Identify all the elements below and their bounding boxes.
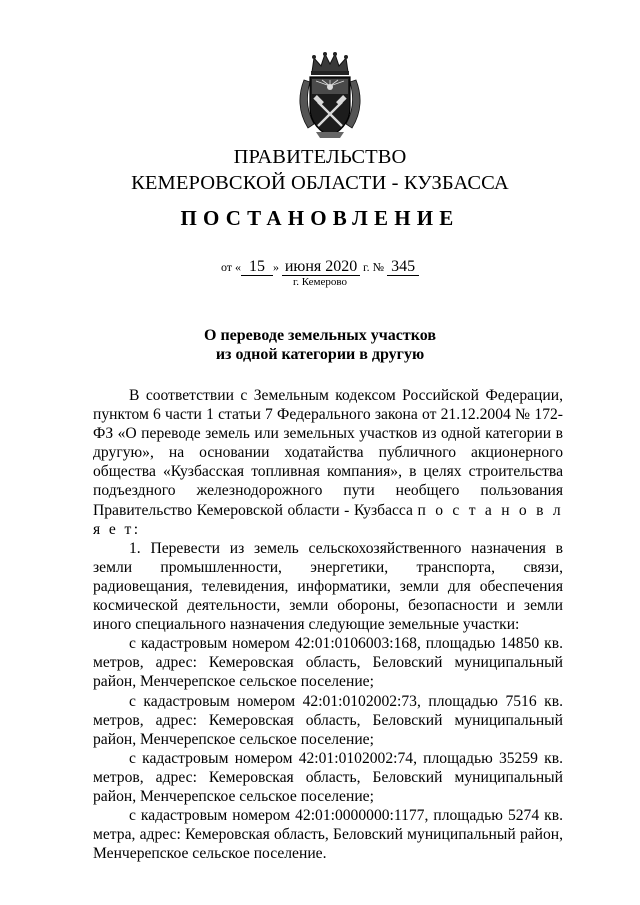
document-title-line1: О переводе земельных участков: [204, 327, 436, 344]
government-name: ПРАВИТЕЛЬСТВО: [233, 146, 407, 168]
decree-word: п о с т а н о в л я е т:: [93, 501, 563, 538]
preamble-text: В соответствии с Земельным кодексом Российской Федерации, пунктом 6 части 1 статьи 7 Федерального закона от 21.12.2004 № 172-ФЗ «О переводе земель или земельных участков из одной категории в другую», на основании ходатайства публичного акционерного общества «Кузбасская топливная компания», в целях строительства подъездного железнодорожного пути необщего пользования Правительство Кемеровской области - Кузбасса: [93, 387, 563, 519]
preamble-paragraph: [93, 386, 563, 539]
date-number-line: [0, 258, 640, 276]
coat-of-arms-emblem: [294, 50, 366, 140]
document-body: [93, 386, 563, 863]
document-title-line2: из одной категории в другую: [215, 346, 425, 363]
city-name: г. Кемерово: [292, 276, 348, 288]
item-1-paragraph: 1. Перевести из земель сельскохозяйственного назначения в земли промышленности, энергетики, транспорта, связи, радиовещания, телевидения, информатики, земли для обеспечения космической деятельности, земли обороны, безопасности и земли иного специального назначения следующие земельные участки:: [93, 539, 563, 634]
date-from-label: от «: [220, 260, 242, 274]
plot-paragraph-2: с кадастровым номером 42:01:0102002:73, площадью 7516 кв. метров, адрес: Кемеровская область, Беловский муниципальный район, Менчерепское сельское поселение;: [93, 692, 563, 748]
date-month-year: июня 2020: [282, 258, 360, 276]
document-number-label: №: [372, 260, 385, 274]
document-type-heading: ПОСТАНОВЛЕНИЕ: [180, 206, 460, 230]
date-close-quote: »: [273, 260, 280, 274]
document-number: 345: [387, 258, 419, 276]
plot-paragraph-4: с кадастровым номером 42:01:0000000:1177, площадью 5274 кв. метра, адрес: Кемеровская область, Беловский муниципальный район, Менчерепское сельское поселение.: [93, 807, 563, 863]
plot-paragraph-3: с кадастровым номером 42:01:0102002:74, площадью 35259 кв. метров, адрес: Кемеровская область, Беловский муниципальный район, Менчерепское сельское поселение;: [93, 749, 563, 805]
region-name: КЕМЕРОВСКОЙ ОБЛАСТИ - КУЗБАССА: [131, 172, 509, 194]
plot-paragraph-1: с кадастровым номером 42:01:0106003:168, площадью 14850 кв. метров, адрес: Кемеровская область, Беловский муниципальный район, Менчерепское сельское поселение;: [93, 635, 563, 691]
date-day: 15: [241, 258, 273, 276]
date-year-suffix: г.: [363, 260, 370, 274]
